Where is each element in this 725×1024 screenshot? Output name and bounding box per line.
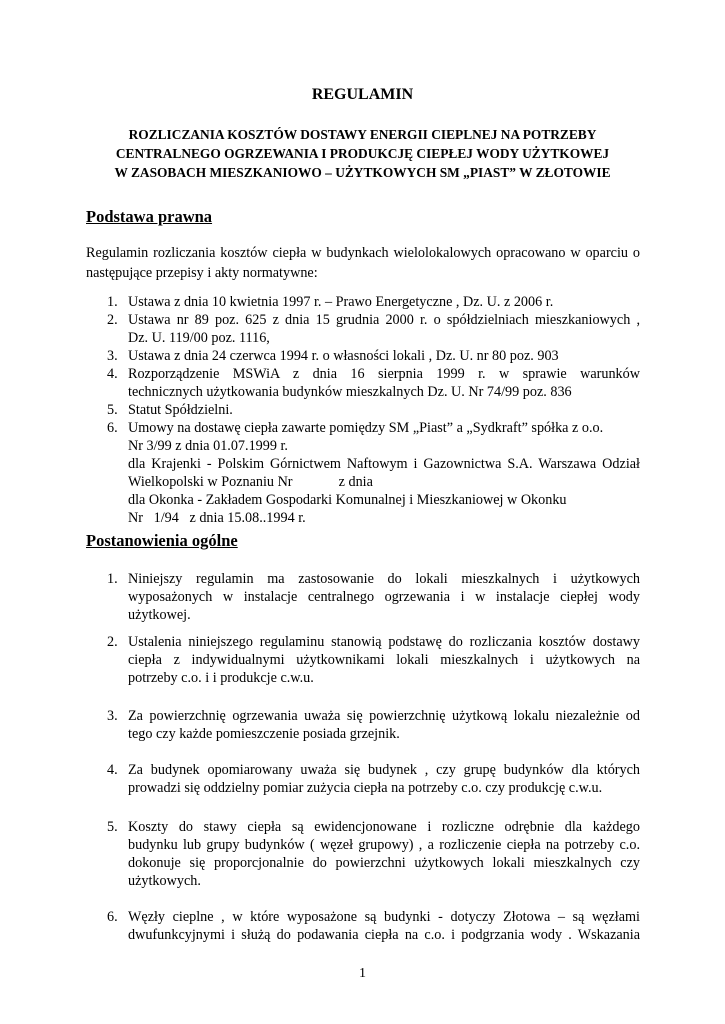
list-item	[0, 293, 725, 311]
list-item	[0, 761, 725, 809]
list-item-line: Statut Spółdzielni.	[128, 402, 233, 418]
list-item-number: 3.	[107, 708, 118, 724]
list-item	[0, 347, 725, 365]
list-item-line: dla Krajenki - Polskim Górnictwem Naftowym i Gazownictwa S.A. Warszawa Odział	[128, 456, 640, 472]
section-intro-paragraph: Regulamin rozliczania kosztów ciepła w budynkach wielolokalowych opracowano w oparciu o następujące przepisy i akty normatywne:	[86, 245, 640, 281]
list-item-line: Niniejszy regulamin ma zastosowanie do lokali mieszkalnych i użytkowych	[128, 571, 640, 587]
list-item-number: 1.	[107, 294, 118, 310]
list-item-line: wyposażonych w instalacje centralnego ogrzewania i w instalacje ciepłej wody	[128, 589, 640, 605]
list-item-line: Wielkopolski w Poznaniu Nr z dnia	[128, 474, 373, 490]
list-item	[0, 707, 725, 752]
list-item-line: prowadzi się oddzielny pomiar zużycia ciepła na potrzeby c.o. czy produkcję c.w.u.	[128, 780, 603, 796]
list-item-number: 3.	[107, 348, 118, 364]
list-item-line: Nr 3/99 z dnia 01.07.1999 r.	[128, 438, 288, 454]
list-item-number: 6.	[107, 420, 118, 436]
list-item-number: 2.	[107, 634, 118, 650]
list-item	[0, 419, 725, 527]
list-item-number: 4.	[107, 762, 118, 778]
list-item-line: potrzeby c.o. i i produkcje c.w.u.	[128, 670, 314, 686]
list-item-line: użytkowej.	[128, 607, 191, 623]
list-item	[0, 818, 725, 900]
legal-basis-list	[0, 293, 725, 527]
list-item	[0, 633, 725, 698]
list-item-line: Ustalenia niniejszego regulaminu stanowią podstawę do rozliczania kosztów dostawy	[128, 634, 640, 650]
list-item-line: Węzły cieplne , w które wyposażone są budynki - dotyczy Złotowa – są węzłami	[128, 909, 640, 925]
document-subtitle	[60, 125, 665, 182]
list-item	[0, 570, 725, 633]
list-item-line: dla Okonka - Zakładem Gospodarki Komunalnej i Mieszkaniowej w Okonku	[128, 492, 567, 508]
list-item-line: Nr 1/94 z dnia 15.08..1994 r.	[128, 510, 306, 526]
list-item-line: Ustawa z dnia 24 czerwca 1994 r. o własności lokali , Dz. U. nr 80 poz. 903	[128, 348, 559, 364]
subtitle-line: CENTRALNEGO OGRZEWANIA I PRODUKCJĘ CIEPŁEJ WODY UŻYTKOWEJ	[115, 146, 610, 161]
list-item-line: użytkowych.	[128, 873, 201, 889]
list-item-line: Ustawa nr 89 poz. 625 z dnia 15 grudnia 2000 r. o spółdzielniach mieszkaniowych ,	[128, 312, 640, 328]
list-item	[0, 908, 725, 944]
list-item	[0, 401, 725, 419]
list-item-line: ciepła z indywidualnymi użytkownikami lokali mieszkalnych i użytkowych na	[128, 652, 640, 668]
list-item-number: 5.	[107, 819, 118, 835]
list-item-number: 5.	[107, 402, 118, 418]
list-item-line: budynku lub grupy budynków ( węzeł grupowy) , a rozliczenie ciepła na potrzeby c.o.	[128, 837, 640, 853]
list-item-line: Za powierzchnię ogrzewania uważa się powierzchnię użytkową lokalu niezależnie od	[128, 708, 640, 724]
subtitle-line: W ZASOBACH MIESZKANIOWO – UŻYTKOWYCH SM „PIAST” W ZŁOTOWIE	[114, 165, 611, 180]
list-item-number: 1.	[107, 571, 118, 587]
list-item-line: Koszty do stawy ciepła są ewidencjonowane i rozliczne odrębnie dla każdego	[128, 819, 640, 835]
general-provisions-list	[0, 570, 725, 944]
document-title: REGULAMIN	[311, 86, 414, 103]
section-heading-general-provisions: Postanowienia ogólne	[86, 531, 238, 550]
list-item	[0, 311, 725, 347]
list-item-line: dokonuje się proporcjonalnie do powierzchni użytkowych lokali mieszkalnych czy	[128, 855, 640, 871]
list-item-line: dwufunkcyjnymi i służą do podawania ciepła na c.o. i podgrzania wody . Wskazania	[128, 927, 640, 943]
list-item-number: 6.	[107, 909, 118, 925]
list-item-line: tego czy każde pomieszczenie posiada grzejnik.	[128, 726, 400, 742]
list-item-line: Umowy na dostawę ciepła zawarte pomiędzy SM „Piast” a „Sydkraft” spółka z o.o.	[128, 420, 604, 436]
list-item-line: Ustawa z dnia 10 kwietnia 1997 r. – Prawo Energetyczne , Dz. U. z 2006 r.	[128, 294, 554, 310]
list-item-line: Rozporządzenie MSWiA z dnia 16 sierpnia 1999 r. w sprawie warunków	[128, 366, 640, 382]
subtitle-line: ROZLICZANIA KOSZTÓW DOSTAWY ENERGII CIEPLNEJ NA POTRZEBY	[128, 127, 597, 142]
list-item-line: Dz. U. 119/00 poz. 1116,	[128, 330, 270, 346]
list-item-number: 2.	[107, 312, 118, 328]
list-item-line: technicznych użytkowania budynków mieszkalnych Dz. U. Nr 74/99 poz. 836	[128, 384, 572, 400]
list-item-number: 4.	[107, 366, 118, 382]
list-item-line: Za budynek opomiarowany uważa się budynek , czy grupę budynków dla których	[128, 762, 640, 778]
list-item	[0, 365, 725, 401]
page-number: 1	[359, 966, 366, 981]
section-heading-legal-basis: Podstawa prawna	[86, 207, 213, 226]
